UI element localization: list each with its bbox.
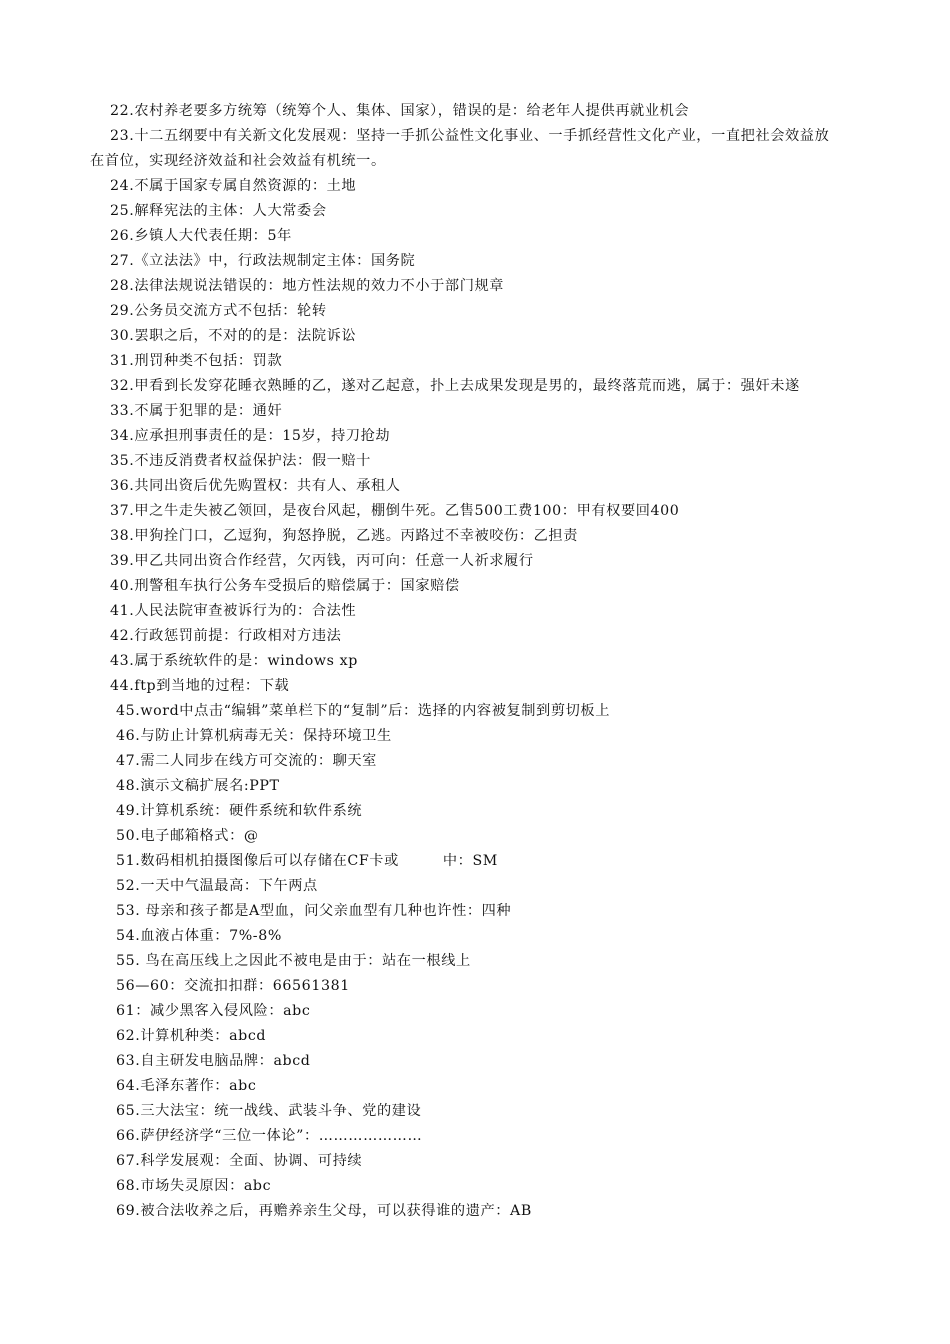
list-item-question: 51.数码相机拍摄图像后可以存储在CF卡或	[116, 853, 399, 869]
list-item: 55. 鸟在高压线上之因此不被电是由于：站在一根线上	[116, 953, 471, 969]
list-item: 67.科学发展观：全面、协调、可持续	[116, 1153, 363, 1169]
list-item	[90, 849, 842, 874]
list-item: 44.ftp到当地的过程：下载	[110, 678, 290, 694]
list-item: 43.属于系统软件的是：windows xp	[110, 653, 358, 669]
list-item: 63.自主研发电脑品牌：abcd	[116, 1053, 311, 1069]
list-item: 34.应承担刑事责任的是：15岁，持刀抢劫	[110, 428, 391, 444]
list-item: 47.需二人同步在线方可交流的：聊天室	[116, 753, 377, 769]
list-item: 48.演示文稿扩展名:PPT	[116, 778, 280, 794]
list-item: 41.人民法院审查被诉行为的：合法性	[110, 603, 357, 619]
document-body	[90, 99, 842, 1224]
list-item: 40.刑警租车执行公务车受损后的赔偿属于：国家赔偿	[110, 578, 460, 594]
list-item: 27.《立法法》中，行政法规制定主体：国务院	[110, 253, 416, 269]
list-item: 39.甲乙共同出资合作经营，欠丙钱，丙可向：任意一人祈求履行	[110, 553, 534, 569]
list-item: 28.法律法规说法错误的：地方性法规的效力不小于部门规章	[110, 278, 505, 294]
list-item: 26.乡镇人大代表任期：5年	[110, 228, 292, 244]
list-item: 29.公务员交流方式不包括：轮转	[110, 303, 327, 319]
list-item: 46.与防止计算机病毒无关：保持环境卫生	[116, 728, 392, 744]
list-item: 56—60：交流扣扣群：66561381	[116, 978, 350, 994]
list-item: 62.计算机种类：abcd	[116, 1028, 267, 1044]
list-item: 54.血液占体重：7%-8%	[116, 928, 282, 944]
list-item: 66.萨伊经济学“三位一体论”：…………………	[116, 1128, 423, 1144]
list-item: 37.甲之牛走失被乙领回，是夜台风起，棚倒牛死。乙售500工费100：甲有权要回400	[110, 503, 680, 519]
list-item: 35.不违反消费者权益保护法：假一赔十	[110, 453, 371, 469]
list-item: 45.word中点击“编辑”菜单栏下的“复制”后：选择的内容被复制到剪切板上	[116, 703, 610, 719]
list-item: 49.计算机系统：硬件系统和软件系统	[116, 803, 363, 819]
list-item: 42.行政惩罚前提：行政相对方违法	[110, 628, 342, 644]
list-item: 24.不属于国家专属自然资源的：土地	[110, 178, 357, 194]
list-item: 64.毛泽东著作：abc	[116, 1078, 257, 1094]
list-item: 22.农村养老要多方统筹（统筹个人、集体、国家），错误的是：给老年人提供再就业机会	[110, 103, 690, 119]
list-item: 33.不属于犯罪的是：通奸	[110, 403, 283, 419]
list-item: 25.解释宪法的主体：人大常委会	[110, 203, 327, 219]
list-item: 68.市场失灵原因：abc	[116, 1178, 272, 1194]
list-item: 53. 母亲和孩子都是A型血，问父亲血型有几种也许性：四种	[116, 903, 512, 919]
list-item: 31.刑罚种类不包括：罚款	[110, 353, 283, 369]
list-item: 36.共同出资后优先购置权：共有人、承租人	[110, 478, 401, 494]
list-item: 50.电子邮箱格式：@	[116, 828, 259, 844]
list-item-answer: 中：SM	[442, 853, 498, 869]
list-item: 38.甲狗拴门口，乙逗狗，狗怒挣脱，乙逃。丙路过不幸被咬伤：乙担责	[110, 528, 578, 544]
list-item: 65.三大法宝：统一战线、武装斗争、党的建设	[116, 1103, 422, 1119]
list-item: 69.被合法收养之后，再赡养亲生父母，可以获得谁的遗产：AB	[116, 1203, 532, 1219]
list-item: 30.罢职之后，不对的的是：法院诉讼	[110, 328, 357, 344]
list-item: 23.十二五纲要中有关新文化发展观：坚持一手抓公益性文化事业、一手抓经营性文化产业，一直把社会效益放在首位，实现经济效益和社会效益有机统一。	[90, 128, 830, 169]
list-item: 32.甲看到长发穿花睡衣熟睡的乙，遂对乙起意，扑上去成果发现是男的，最终落荒而逃，属于：强奸未遂	[110, 378, 800, 394]
list-item: 52.一天中气温最高：下午两点	[116, 878, 318, 894]
list-item: 61：减少黑客入侵风险：abc	[116, 1003, 311, 1019]
